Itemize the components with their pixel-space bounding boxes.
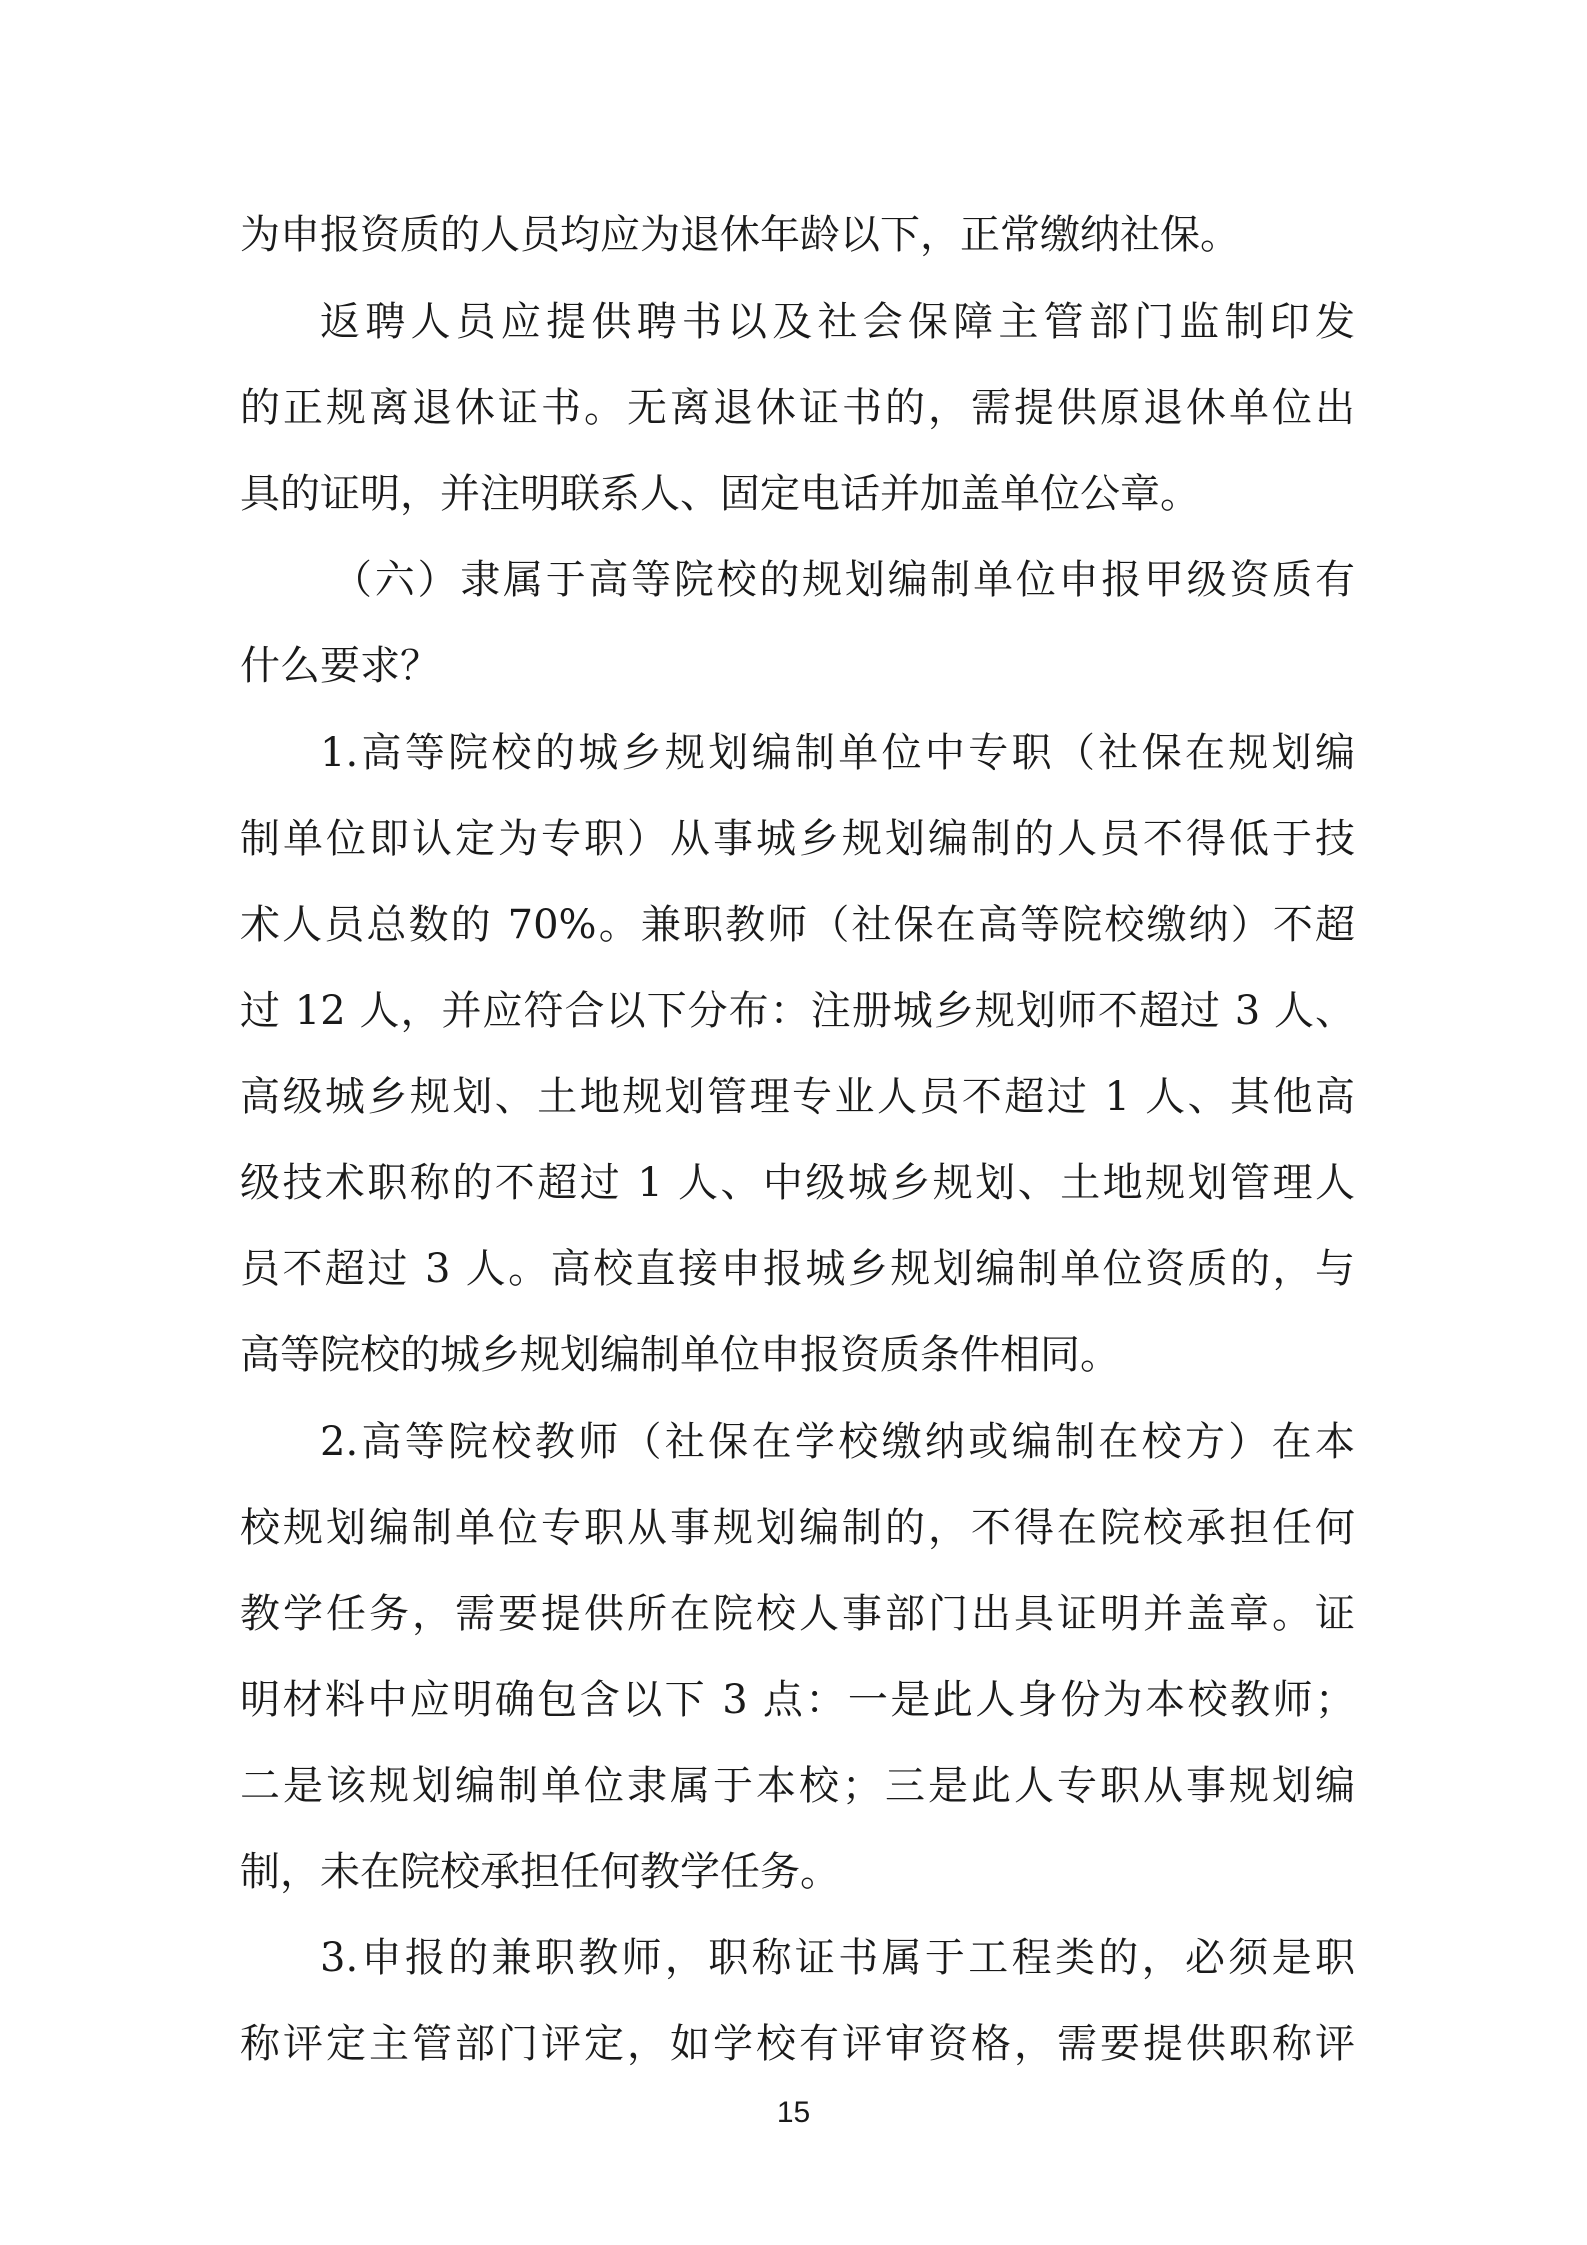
- text-line-20: 制，未在院校承担任何教学任务。: [240, 1849, 840, 1895]
- page-number: 15: [776, 2096, 811, 2129]
- text-line-11: 高级城乡规划、土地规划管理专业人员不超过 1 人、其他高: [240, 1074, 1355, 1120]
- text-line-12: 级技术职称的不超过 1 人、中级城乡规划、土地规划管理人: [240, 1160, 1355, 1206]
- text-line-3: 的正规离退休证书。无离退休证书的，需提供原退休单位出: [240, 385, 1355, 431]
- text-line-22: 称评定主管部门评定，如学校有评审资格，需要提供职称评: [240, 2021, 1355, 2067]
- text-line-9: 术人员总数的 70%。兼职教师（社保在高等院校缴纳）不超: [240, 902, 1355, 948]
- text-line-13: 员不超过 3 人。高校直接申报城乡规划编制单位资质的，与: [240, 1246, 1355, 1292]
- text-line-21: 3.申报的兼职教师，职称证书属于工程类的，必须是职: [320, 1935, 1355, 1981]
- section-heading-line-2: 什么要求？: [240, 643, 440, 689]
- section-heading-line-1: （六）隶属于高等院校的规划编制单位申报甲级资质有: [332, 557, 1355, 603]
- text-line-4: 具的证明，并注明联系人、固定电话并加盖单位公章。: [240, 471, 1200, 517]
- text-line-16: 校规划编制单位专职从事规划编制的，不得在院校承担任何: [240, 1505, 1355, 1551]
- text-line-7: 1.高等院校的城乡规划编制单位中专职（社保在规划编: [320, 730, 1355, 776]
- text-line-8: 制单位即认定为专职）从事城乡规划编制的人员不得低于技: [240, 816, 1355, 862]
- text-line-19: 二是该规划编制单位隶属于本校；三是此人专职从事规划编: [240, 1763, 1355, 1809]
- text-line-14: 高等院校的城乡规划编制单位申报资质条件相同。: [240, 1332, 1120, 1378]
- text-line-15: 2.高等院校教师（社保在学校缴纳或编制在校方）在本: [320, 1419, 1355, 1465]
- text-line-2: 返聘人员应提供聘书以及社会保障主管部门监制印发: [320, 299, 1355, 345]
- text-line-10: 过 12 人，并应符合以下分布：注册城乡规划师不超过 3 人、: [240, 988, 1355, 1034]
- text-line-18: 明材料中应明确包含以下 3 点：一是此人身份为本校教师；: [240, 1677, 1355, 1723]
- text-line-1: 为申报资质的人员均应为退休年龄以下，正常缴纳社保。: [240, 212, 1240, 258]
- text-line-17: 教学任务，需要提供所在院校人事部门出具证明并盖章。证: [240, 1591, 1355, 1637]
